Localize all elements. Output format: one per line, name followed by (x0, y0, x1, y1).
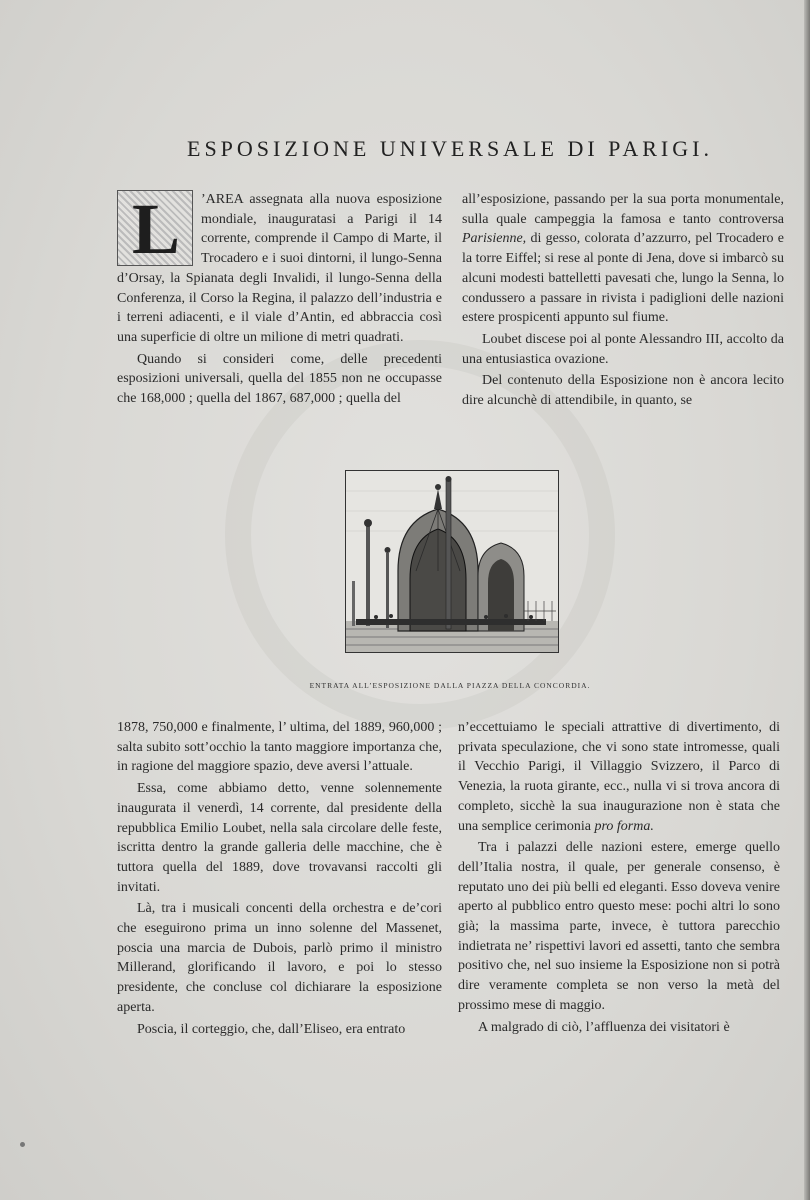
figure-caption: ENTRATA ALL’ESPOSIZIONE DALLA PIAZZA DELLA CONCORDIA. (309, 681, 591, 690)
paragraph: 1878, 750,000 e finalmente, l’ ultima, del 1889, 960,000 ; salta subito sott’occhio la tanto maggiore importanza che, in ragione del maggiore spazio, deve aversi l’attuale. (117, 720, 442, 775)
paragraph-text: ’AREA assegnata alla nuova esposizione mondiale, inauguratasi a Parigi il 14 corrente, comprende il Campo di Marte, il Trocadero e i suoi dintorni, il lungo-Senna d’Orsay, la Spianata degli Invalidi, il lungo-Senna della Conferenza, il Corso la Regina, il palazzo dell’industria e i terreni adiacenti, e il viale d’Antin, ed abbraccia così una superficie di oltre un milione di metri quadrati. (117, 192, 442, 345)
paragraph (458, 718, 780, 836)
paragraph: Quando si consideri come, delle precedenti esposizioni universali, quella del 1855 non ne occupasse che 168,000 ; quella del 1867, 687,000 ; quella del (117, 351, 442, 407)
column-lower-right (458, 718, 780, 1037)
paragraph: Essa, come abbiamo detto, venne solennemente inaugurata il venerdì, 14 corrente, dal presidente della repubblica Emilio Loubet, nella sala circolare delle feste, iscritta dentro la grande galleria delle macchine, che è tuttora quella del 1889, dove trovavansi raccolti gli invitati. (117, 781, 442, 895)
page-edge-shadow (804, 0, 810, 1200)
page-title: ESPOSIZIONE UNIVERSALE DI PARIGI. (187, 136, 713, 161)
paragraph-text: all’esposizione, passando per la sua porta monumentale, sulla quale campeggia la famosa e tanto controversa (462, 192, 784, 227)
italic-text: Parisienne, (462, 231, 527, 247)
engraving-illustration (345, 470, 559, 653)
page-speck (20, 1142, 25, 1147)
dropcap-letter: L (131, 189, 181, 269)
paragraph: A malgrado di ciò, l’affluenza dei visitatori è (478, 1019, 730, 1035)
column-upper-right (462, 190, 784, 411)
monumental-gate-engraving (346, 471, 558, 652)
paragraph: Poscia, il corteggio, che, dall’Eliseo, era entrato (137, 1021, 406, 1037)
paragraph-text: n’eccettuiamo le speciali attrattive di divertimento, di privata speculazione, che vi sono state intromesse, quali il Vecchio Parigi, il Villaggio Svizzero, il Parco di Venezia, la ruota girante, ecc., nulla vi si trova ancora di completo, sicchè la sua inaugurazione non è stata che una semplice cerimonia (458, 720, 780, 834)
column-lower-left (117, 718, 442, 1039)
paragraph: Tra i palazzi delle nazioni estere, emerge quello dell’Italia nostra, il quale, per generale consenso, è reputato uno dei più belli ed eleganti. Esso doveva venire aperto al pubblico entro questo mese: pochi altri lo sono già; la massima parte, invece, è tuttora parecchio indietrata ne’ rispettivi lavori ed assetti, tanto che sembra positivo che, nel suo insieme la Esposizione non si potrà dire veramente completa se non verso la metà del prossimo mese di maggio. (458, 840, 780, 1013)
paragraph: Là, tra i musicali concenti della orchestra e de’cori che eseguirono prima un inno solenne del Massenet, poscia una marcia de Dubois, parlò primo il ministro Millerand, glorificando il lavoro, e poi lo stesso presidente, che concluse col dichiarare la esposizione aperta. (117, 901, 442, 1015)
paragraph: Del contenuto della Esposizione non è ancora lecito dire alcunchè di attendibile, in quanto, se (462, 373, 784, 409)
paragraph (117, 190, 442, 348)
italic-text: pro forma. (594, 818, 654, 834)
paragraph: Loubet discese poi al ponte Alessandro III, accolto da una entusiastica ovazione. (462, 331, 784, 367)
column-upper-left (117, 190, 442, 409)
paragraph (462, 190, 784, 328)
paragraph-text: di gesso, colorata d’azzurro, pel Trocadero e la torre Eiffel; si rese al ponte di Jena, dove si imbarcò su alcuni modesti battelletti pavesati che, lungo la Senna, lo condussero a passare in rivista i padiglioni delle nazioni estere prospicenti appunto sul fiume. (462, 231, 784, 326)
decorated-dropcap (117, 189, 193, 269)
